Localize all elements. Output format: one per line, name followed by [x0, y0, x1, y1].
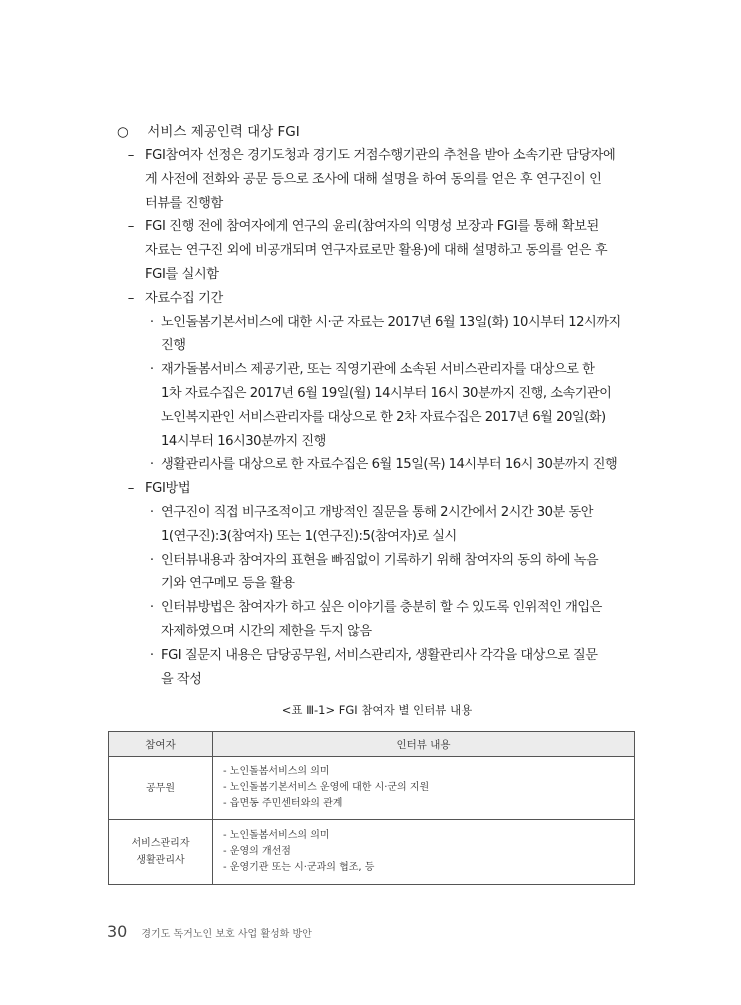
text-line: 생활관리사를 대상으로 한 자료수집은 6월 15일(목) 14시부터 16시 30분까지 진행 [161, 457, 618, 473]
dash-bullet-icon: – [127, 481, 135, 497]
page-footer [107, 922, 312, 941]
text-line: 자료는 연구진 외에 비공개되며 연구자료로만 활용)에 대해 설명하고 동의를 얻은 후 [145, 243, 608, 259]
item-list [117, 144, 637, 691]
dash-list-item [117, 215, 637, 286]
text-line: 터뷰를 진행함 [145, 195, 223, 211]
page-number: 30 [107, 922, 128, 941]
item-text [161, 311, 637, 359]
text-line: FGI방법 [145, 481, 191, 497]
dash-bullet-icon: – [127, 148, 135, 163]
item-text [161, 596, 637, 644]
table-header-row [109, 732, 635, 757]
interview-table [108, 731, 635, 885]
dot-list-item [117, 501, 637, 549]
text-line: 노인돌봄기본서비스에 대한 시·군 자료는 2017년 6월 13일(화) 10시부터 12시까지 [161, 314, 621, 330]
item-text [145, 477, 637, 501]
circle-bullet-icon: ○ [117, 124, 129, 140]
item-text [161, 358, 637, 453]
dash-list-item [117, 477, 637, 501]
dash-bullet-icon: – [127, 290, 135, 306]
header-interview-content: 인터뷰 내용 [213, 732, 635, 757]
dot-list-item [117, 453, 637, 477]
text-line: 14시부터 16시30분까지 진행 [161, 433, 326, 449]
dot-bullet-icon: · [149, 362, 155, 378]
dot-list-item [117, 596, 637, 644]
section-heading [117, 120, 637, 144]
dot-bullet-icon: · [149, 552, 155, 568]
text-line: 진행 [161, 338, 186, 354]
header-participant: 참여자 [109, 732, 213, 757]
text-line: 자료수집 기간 [145, 290, 223, 306]
content-line: - 노인돌봄서비스의 의미 [223, 830, 330, 841]
dot-bullet-icon: · [149, 647, 155, 663]
dot-list-item [117, 644, 637, 692]
text-line: 연구진이 직접 비구조적이고 개방적인 질문을 통해 2시간에서 2시간 30분 동안 [161, 504, 593, 520]
participant-label: 생활관리사 [136, 855, 185, 866]
content-line: - 노인돌봄서비스의 의미 [223, 766, 330, 777]
text-line: FGI를 실시함 [145, 266, 219, 282]
dash-bullet-icon: – [127, 219, 135, 235]
text-line: 인터뷰방법은 참여자가 하고 싶은 이야기를 충분히 할 수 있도록 인위적인 개입은 [161, 600, 602, 616]
text-line: 1차 자료수집은 2017년 6월 19일(월) 14시부터 16시 30분까지 진행, 소속기관이 [161, 385, 612, 401]
text-line: FGI 진행 전에 참여자에게 연구의 윤리(참여자의 익명성 보장과 FGI를 통해 확보된 [145, 219, 599, 235]
table-caption: <표 Ⅲ-1> FGI 참여자 별 인터뷰 내용 [281, 703, 473, 718]
section-title-text: 서비스 제공인력 대상 FGI [147, 124, 300, 140]
participant-label: 서비스관리자 [131, 838, 190, 849]
text-line: FGI참여자 선정은 경기도청과 경기도 거점수행기관의 추천을 받아 소속기관 담당자에 [145, 148, 616, 163]
item-text [161, 549, 637, 597]
text-line: 노인복지관인 서비스관리자를 대상으로 한 2차 자료수집은 2017년 6월 20일(화) [161, 409, 606, 425]
participant-cell [109, 820, 213, 885]
dot-list-item [117, 549, 637, 597]
content-line: - 읍면동 주민센터와의 관계 [223, 798, 343, 809]
item-text [161, 453, 637, 477]
table-row [109, 757, 635, 820]
item-text [161, 644, 637, 692]
footer-title: 경기도 독거노인 보호 사업 활성화 방안 [141, 929, 312, 940]
item-text [145, 215, 637, 286]
item-text [145, 144, 637, 215]
text-line: 게 사전에 전화와 공문 등으로 조사에 대해 설명을 하여 동의를 얻은 후 연구진이 인 [145, 171, 602, 187]
content-cell [213, 757, 635, 820]
text-line: 재가돌봄서비스 제공기관, 또는 직영기관에 소속된 서비스관리자를 대상으로 한 [161, 362, 595, 378]
dash-list-item [117, 144, 637, 215]
dot-list-item [117, 311, 637, 359]
body-content [117, 120, 637, 721]
content-cell [213, 820, 635, 885]
text-line: 을 작성 [161, 671, 202, 687]
content-line: - 운영의 개선점 [223, 846, 291, 857]
table-row [109, 820, 635, 885]
dash-list-item [117, 287, 637, 311]
dot-bullet-icon: · [149, 314, 155, 330]
dot-bullet-icon: · [149, 600, 155, 616]
dot-list-item [117, 358, 637, 453]
dot-bullet-icon: · [149, 457, 155, 473]
participant-label: 공무원 [146, 782, 175, 794]
dot-bullet-icon: · [149, 504, 155, 520]
item-text [161, 501, 637, 549]
text-line: 기와 연구메모 등을 활용 [161, 576, 295, 592]
text-line: FGI 질문지 내용은 담당공무원, 서비스관리자, 생활관리사 각각을 대상으로 질문 [161, 647, 598, 663]
content-line: - 노인돌봄기본서비스 운영에 대한 시·군의 지원 [223, 782, 430, 793]
participant-cell [109, 757, 213, 820]
item-text [145, 287, 637, 311]
content-line: - 운영기관 또는 시·군과의 협조, 등 [223, 862, 375, 873]
text-line: 1(연구진):3(참여자) 또는 1(연구진):5(참여자)로 실시 [161, 528, 457, 544]
text-line: 인터뷰내용과 참여자의 표현을 빠짐없이 기록하기 위해 참여자의 동의 하에 녹음 [161, 552, 599, 568]
text-line: 자제하였으며 시간의 제한을 두지 않음 [161, 623, 372, 639]
